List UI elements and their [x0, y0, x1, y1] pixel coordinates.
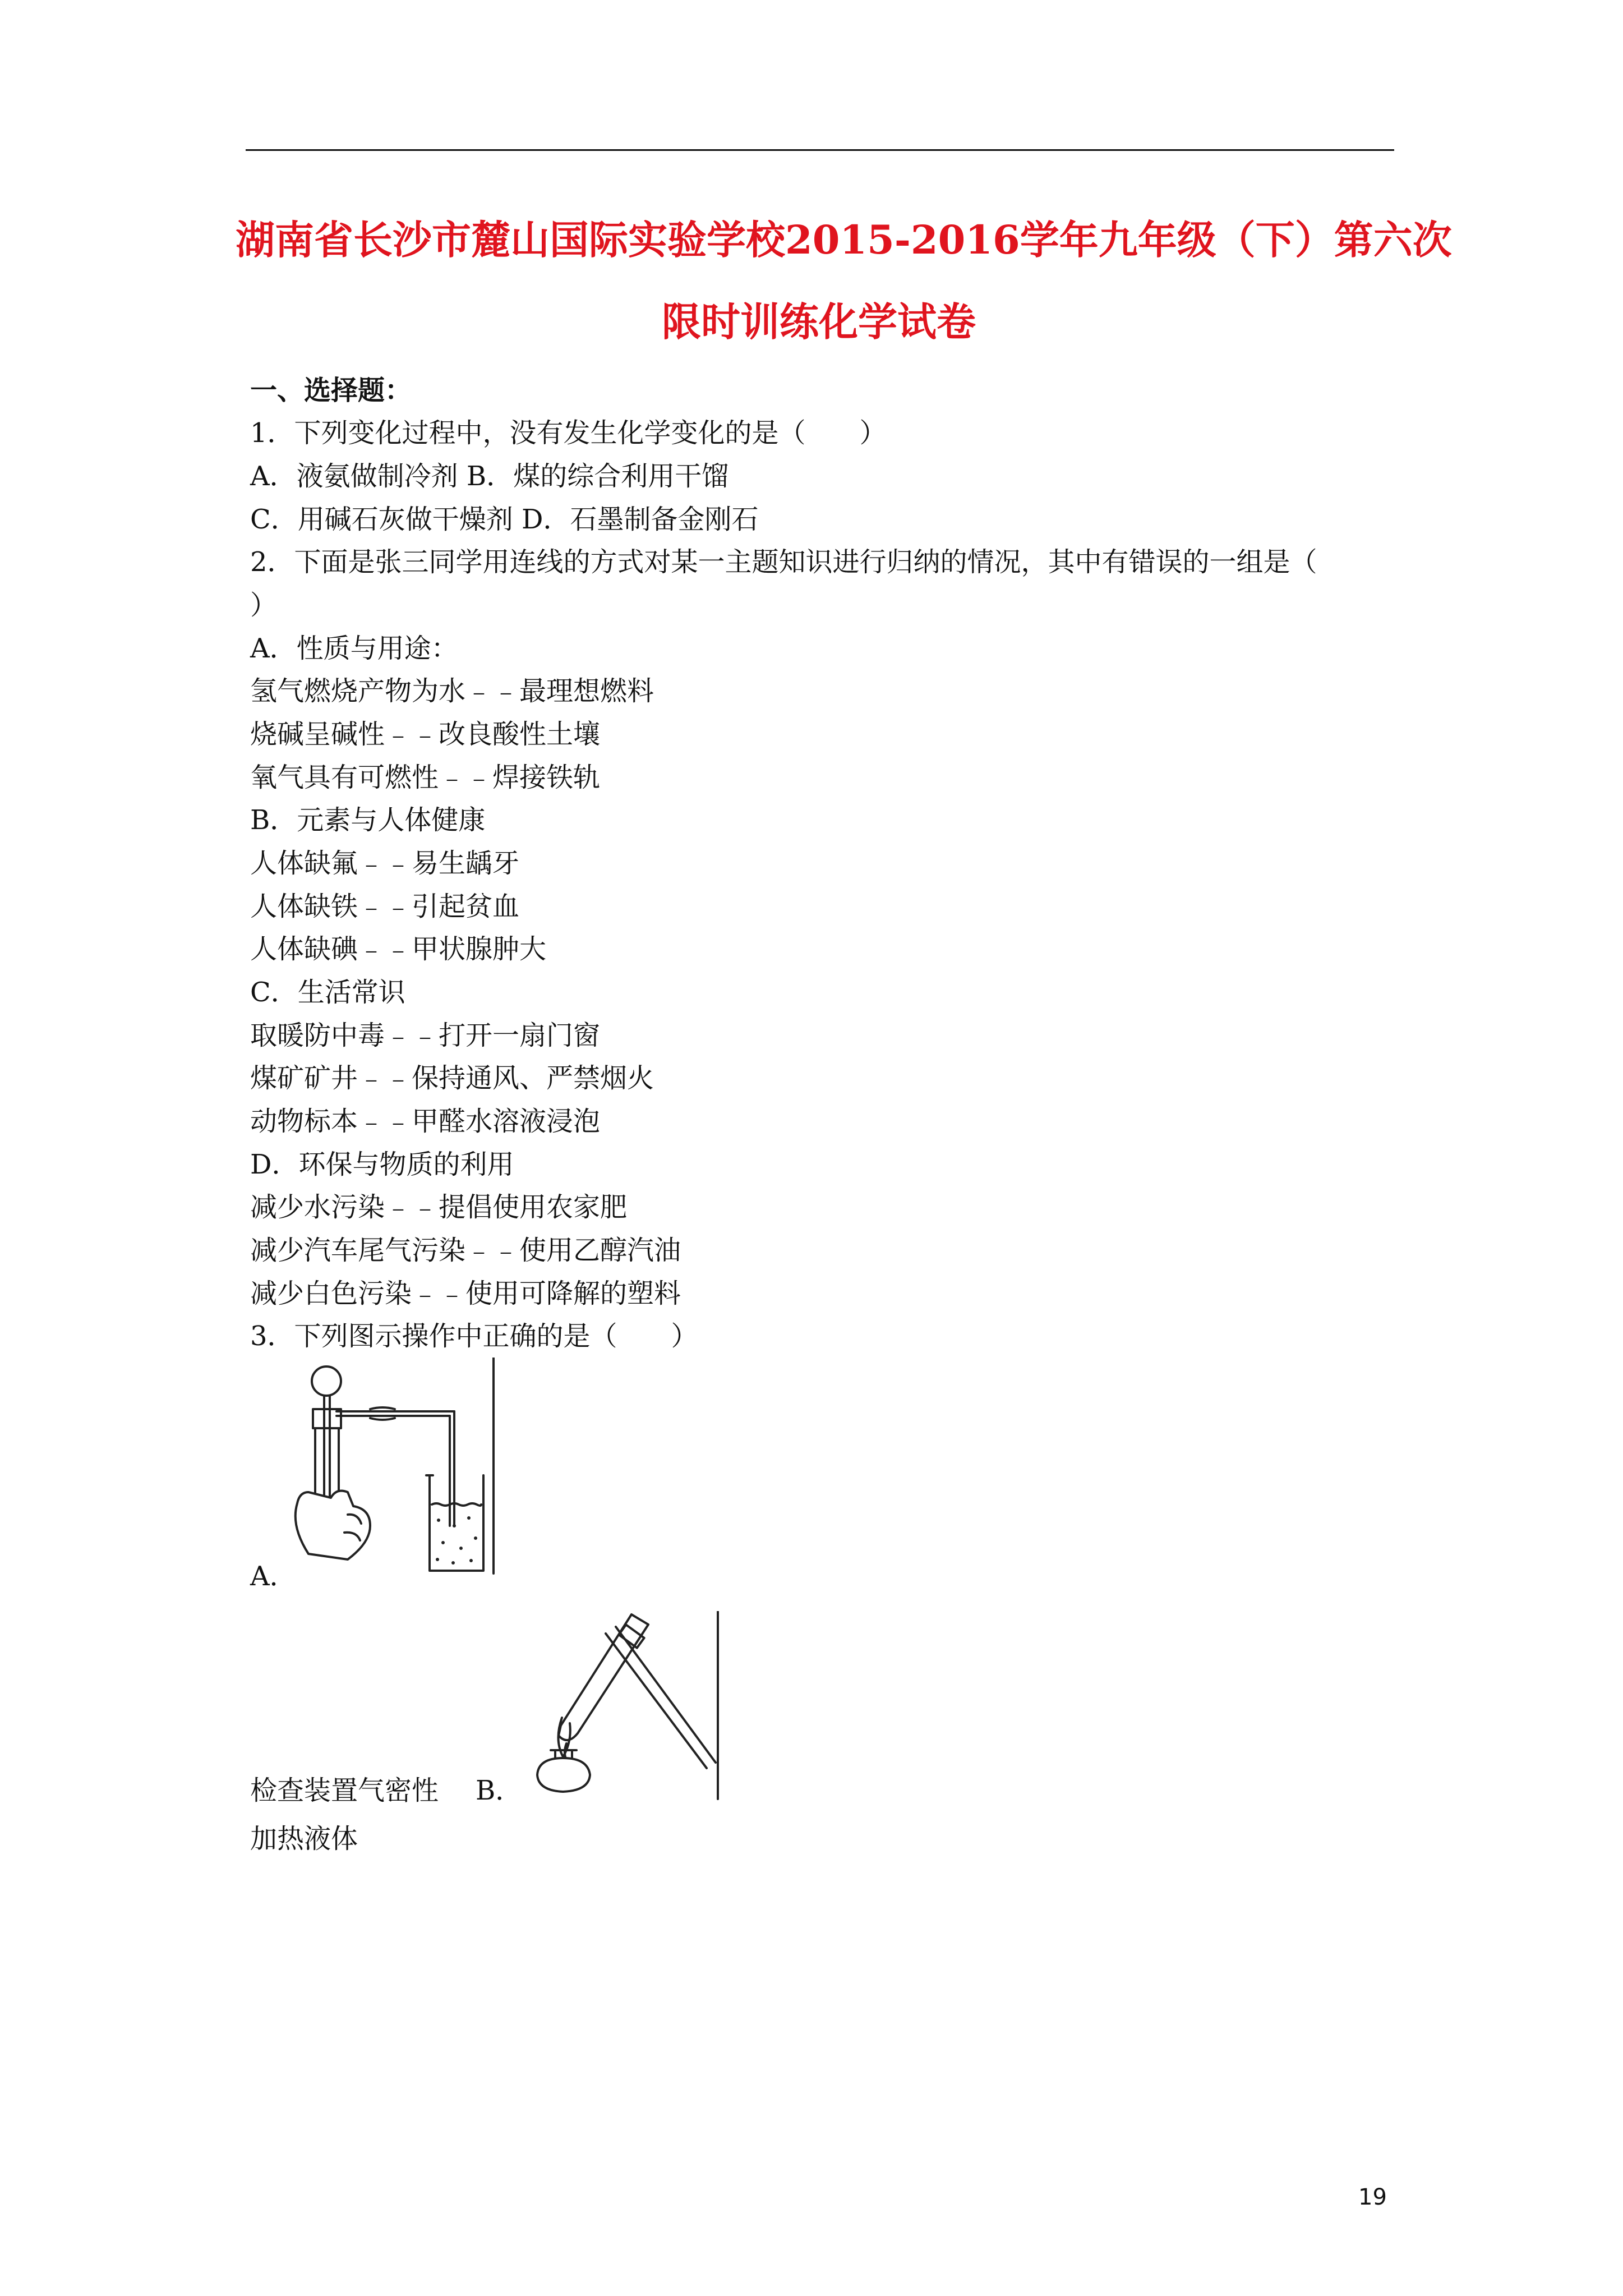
question-2-group-c-item: 取暖防中毒﹣﹣打开一扇门窗 — [250, 1020, 601, 1051]
question-2-group-c-heading: C．生活常识 — [250, 977, 405, 1008]
question-2-group-d-heading: D．环保与物质的利用 — [250, 1149, 514, 1180]
question-3-option-b-caption: 加热液体 — [250, 1823, 358, 1855]
question-2-group-b-item: 人体缺氟﹣﹣易生龋牙 — [250, 848, 520, 879]
question-2-group-d-item: 减少白色污染﹣﹣使用可降解的塑料 — [250, 1278, 681, 1309]
question-2-group-b-item: 人体缺铁﹣﹣引起贫血 — [250, 891, 520, 922]
question-2-group-c-item: 动物标本﹣﹣甲醛水溶液浸泡 — [250, 1106, 601, 1137]
question-2-group-d-item: 减少水污染﹣﹣提倡使用农家肥 — [250, 1191, 628, 1223]
question-3-stem: 3．下列图示操作中正确的是（ ） — [250, 1320, 698, 1352]
question-2-group-a-item: 氧气具有可燃性﹣﹣焊接铁轨 — [250, 762, 601, 793]
exam-title-line-2: 限时训练化学试卷 — [662, 298, 976, 345]
question-1-options-ab: A．液氨做制冷剂 B．煤的综合利用干馏 — [250, 461, 729, 492]
question-2-group-a-item: 氢气燃烧产物为水﹣﹣最理想燃料 — [250, 675, 654, 707]
exam-title-line-1: 湖南省长沙市麓山国际实验学校2015-2016学年九年级（下）第六次 — [236, 217, 1452, 263]
question-2-group-a-heading: A．性质与用途： — [250, 633, 458, 664]
question-3-option-a-label: A． — [250, 1561, 297, 1592]
question-2-group-d-item: 减少汽车尾气污染﹣﹣使用乙醇汽油 — [250, 1235, 681, 1266]
question-2-group-b-item: 人体缺碘﹣﹣甲状腺肿大 — [250, 933, 547, 965]
question-2-group-b-heading: B．元素与人体健康 — [250, 804, 486, 836]
question-2-stem-line-1: 2．下面是张三同学用连线的方式对某一主题知识进行归纳的情况，其中有错误的一组是（ — [250, 546, 1317, 578]
question-3-option-b-label: B． — [476, 1775, 523, 1806]
question-2-stem-line-2: ） — [250, 590, 278, 621]
question-2-group-c-item: 煤矿矿井﹣﹣保持通风、严禁烟火 — [250, 1062, 654, 1094]
section-heading: 一、选择题： — [250, 375, 412, 406]
question-3-option-a-caption: 检查装置气密性 — [250, 1775, 439, 1806]
question-1-stem: 1．下列变化过程中，没有发生化学变化的是（ ） — [250, 417, 887, 449]
airtightness-check-figure — [286, 1358, 499, 1576]
header-rule — [246, 149, 1394, 151]
heating-liquid-figure — [522, 1611, 723, 1802]
question-2-group-a-item: 烧碱呈碱性﹣﹣改良酸性土壤 — [250, 719, 601, 750]
question-1-options-cd: C．用碱石灰做干燥剂 D．石墨制备金刚石 — [250, 504, 759, 535]
page-number: 19 — [1358, 2184, 1387, 2210]
